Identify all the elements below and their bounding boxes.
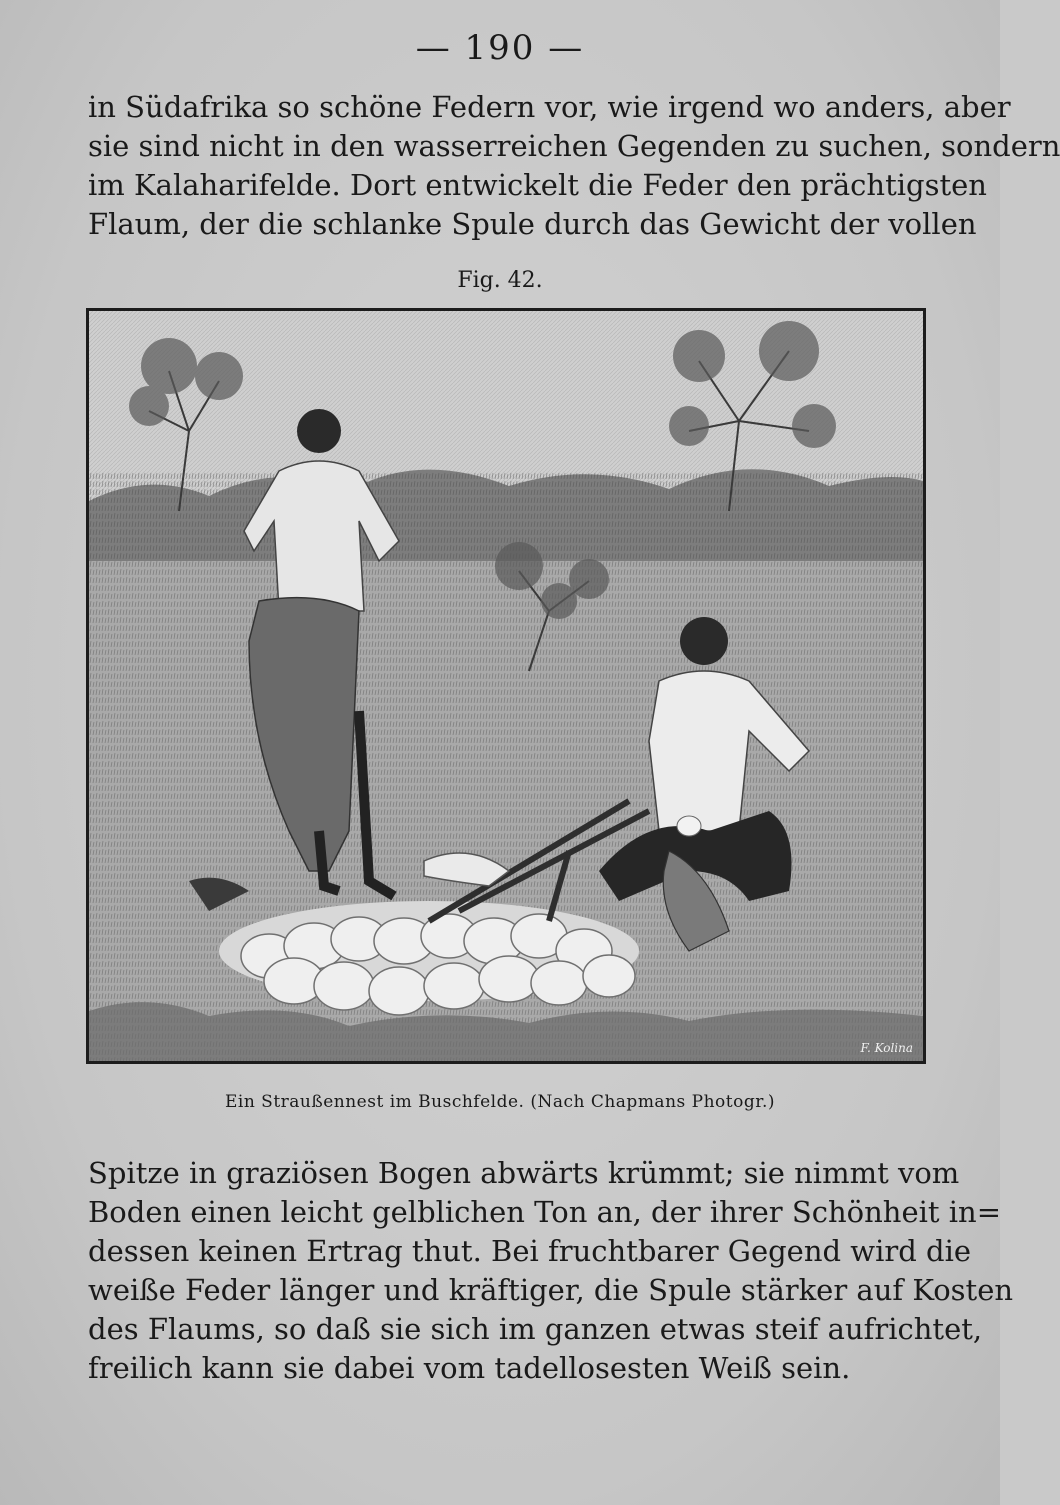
text-line: in Südafrika so schöne Federn vor, wie irgend wo anders, aber (88, 90, 1011, 124)
figure-label: Fig. 42. (457, 268, 543, 293)
artist-signature: F. Kolina (860, 1041, 913, 1055)
text-line: Boden einen leicht gelblichen Ton an, der ihrer Schönheit in= (88, 1195, 1002, 1229)
paragraph-top (88, 88, 1060, 244)
text-line: dessen keinen Ertrag thut. Bei fruchtbarer Gegend wird die (88, 1234, 972, 1268)
page-number: — 190 — (415, 28, 585, 68)
text-line: des Flaums, so daß sie sich im ganzen etwas steif aufrichtet, (88, 1312, 983, 1346)
text-line: sie sind nicht in den wasserreichen Gegenden zu suchen, sondern (88, 129, 1060, 163)
figure-caption: Ein Straußennest im Buschfelde. (Nach Chapmans Photogr.) (224, 1092, 776, 1112)
text-line: Spitze in graziösen Bogen abwärts krümmt; sie nimmt vom (88, 1156, 960, 1190)
text-line: weiße Feder länger und kräftiger, die Spule stärker auf Kosten (88, 1273, 1014, 1307)
paragraph-bottom (88, 1154, 1014, 1388)
figure-illustration (86, 308, 926, 1064)
text-line: Flaum, der die schlanke Spule durch das Gewicht der vollen (88, 207, 977, 241)
text-line: freilich kann sie dabei vom tadellosesten Weiß sein. (88, 1351, 851, 1385)
engraving-image (89, 311, 923, 1061)
text-line: im Kalaharifelde. Dort entwickelt die Feder den prächtigsten (88, 168, 987, 202)
